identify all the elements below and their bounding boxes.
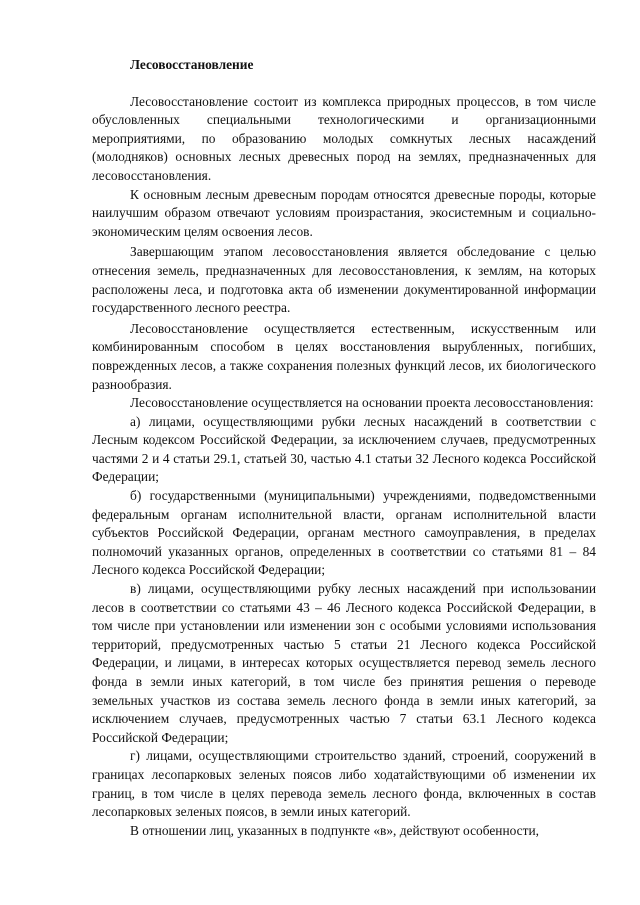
- list-item-b: б) государственными (муниципальными) учреждениями, подведомственными федеральным органам исполнительной власти, органам исполнительной власти субъектов Российской Федерации, органам местного самоуправления, в пределах полномочий указанных органов, определенных в соответствии со статьями 81 – 84 Лесного кодекса Российской Федерации;: [92, 488, 596, 578]
- list-item-v: в) лицами, осуществляющими рубку лесных насаждений при использовании лесов в соответствии со статьями 43 – 46 Лесного кодекса Российской Федерации, в том числе при установлении или изменении зон с особыми условиями использования территорий, предусмотренных частью 5 статьи 21 Лесного кодекса Российской Федерации, и лицами, в интересах которых осуществляется перевод земель лесного фонда в земли иных категорий, в том числе без принятия решения о переводе земельных участков из состава земель лесного фонда в земли иных категорий, за исключением случаев, предусмотренных частью 7 статьи 63.1 Лесного кодекса Российской Федерации;: [92, 581, 596, 745]
- heading-spacer: [92, 75, 596, 93]
- paragraph-special-provisions: В отношении лиц, указанных в подпункте «в», действуют особенности,: [130, 822, 539, 838]
- paragraph-final-stage: Завершающим этапом лесовосстановления является обследование с целью отнесения земель, предназначенных для лесовосстановления, к землям, на которых расположены леса, и подготовка акта об изменении документированной информации государственного лесного реестра.: [92, 244, 596, 316]
- list-item-g: г) лицами, осуществляющими строительство зданий, строений, сооружений в границах лесопарковых зеленых поясов либо ходатайствующими об изменении их границ, в том числе в целях перевода земель лесного фонда, включенных в состав лесопарковых зеленых поясов, в земли иных категорий.: [92, 748, 596, 820]
- paragraph-main-species: К основным лесным древесным породам относятся древесные породы, которые наилучшим образом отвечают условиям произрастания, экосистемным и социально-экономическим целям освоения лесов.: [92, 186, 596, 239]
- paragraph-definition: Лесовосстановление состоит из комплекса природных процессов, в том числе обусловленных специальными технологическими и организационными мероприятиями, по образованию молодых сомкнутых лесных насаждений (молодняков) основных лесных древесных пород на землях, предназначенных для лесовосстановления.: [92, 93, 596, 183]
- paragraph-project-basis: Лесовосстановление осуществляется на основании проекта лесовосстановления:: [130, 395, 594, 411]
- paragraph-methods: Лесовосстановление осуществляется естественным, искусственным или комбинированным способом в целях восстановления вырубленных, погибших, поврежденных лесов, а также сохранения полезных функций лесов, их биологического разнообразия.: [92, 320, 596, 392]
- document-body: [92, 56, 596, 840]
- list-item-a: а) лицами, осуществляющими рубки лесных насаждений в соответствии с Лесным кодексом Российской Федерации, за исключением случаев, предусмотренных частями 2 и 4 статьи 29.1, статьей 30, частью 4.1 статьи 32 Лесного кодекса Российской Федерации;: [92, 413, 596, 485]
- document-heading: Лесовосстановление: [130, 57, 254, 72]
